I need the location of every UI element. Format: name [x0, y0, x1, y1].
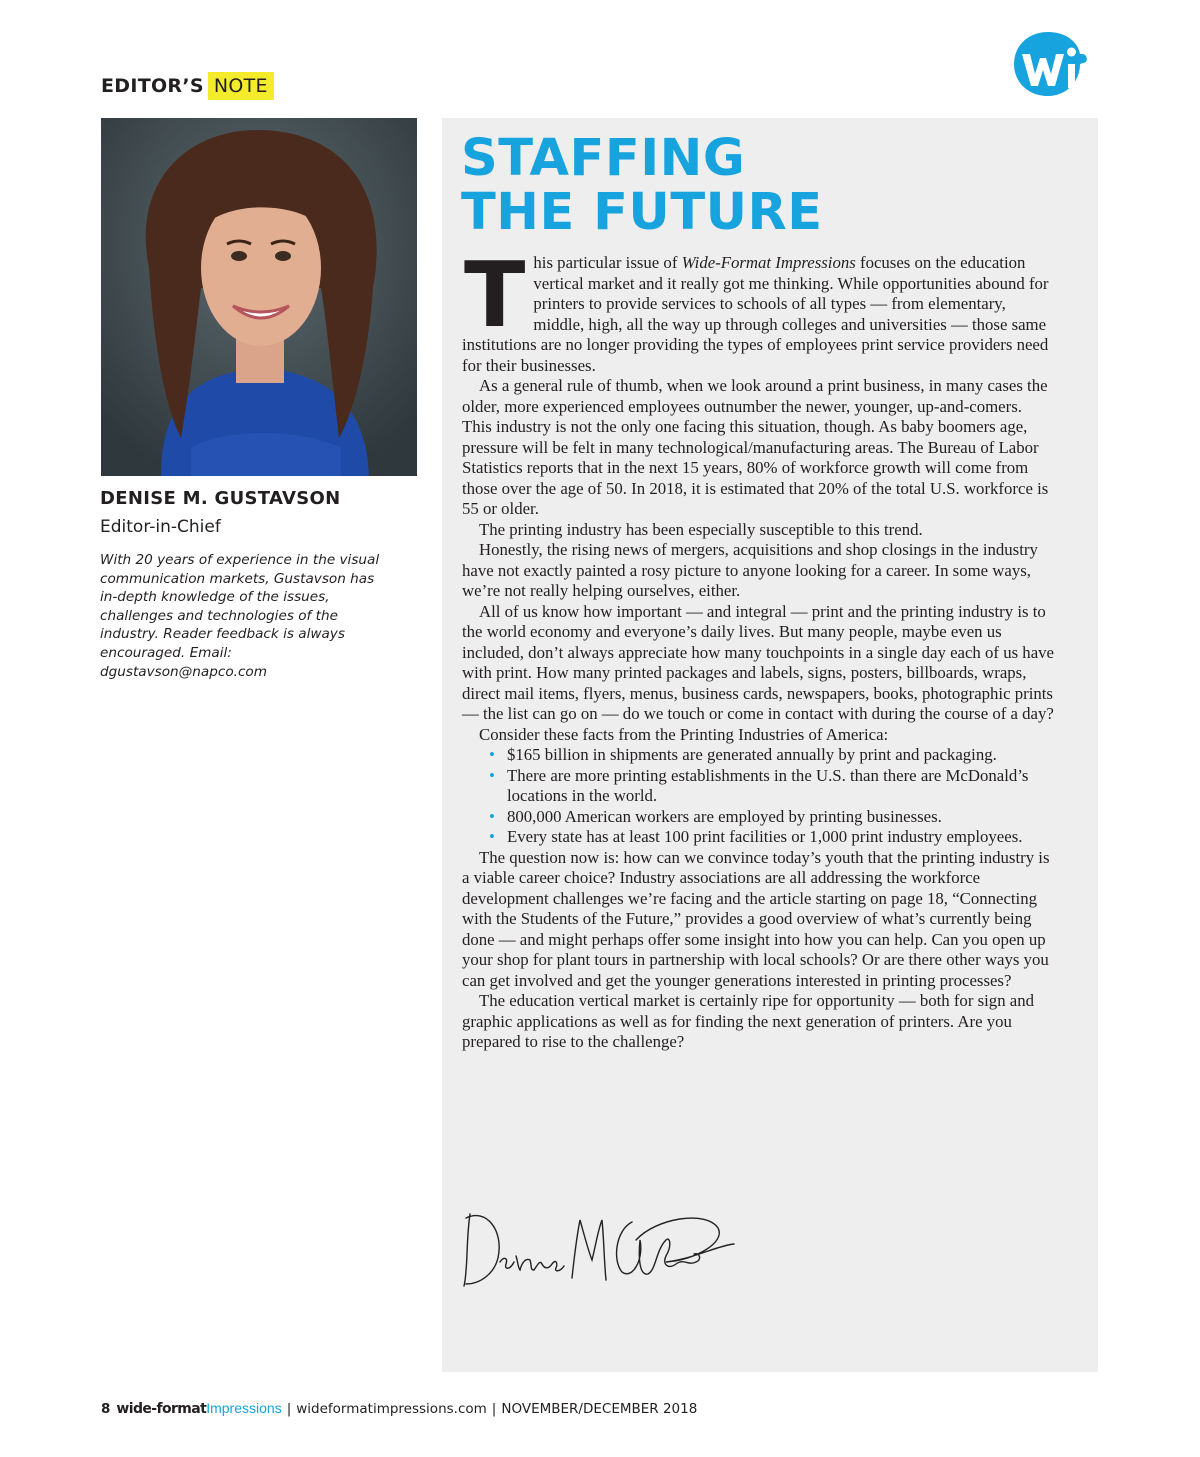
wi-logo-icon	[1008, 28, 1088, 100]
article-paragraph	[462, 243, 1054, 376]
bullet-icon: •	[489, 745, 495, 764]
footer-brand-bold: wide-format	[116, 1401, 207, 1417]
headline-line-2: THE FUTURE	[461, 183, 823, 242]
article-paragraph: As a general rule of thumb, when we look around a print business, in many cases the older, more experienced employees outnumber the newer, younger, up-and-comers. This industry is not the only one facing this situation, though. As baby boomers age, pressure will be felt in many technological/manufacturing areas. The Bureau of Labor Statistics reports that in the next 15 years, 80% of workforce growth will come from those over the age of 50. In 2018, it is estimated that 20% of the total U.S. workforce is 55 or older.	[462, 376, 1049, 518]
section-label-highlight: NOTE	[208, 72, 274, 100]
article-paragraph: The question now is: how can we convince today’s youth that the printing industry is a viable career choice? Industry associations are all addressing the workforce development challenges we’re facing and the article starting on page 18, “Connecting with the Students of the Future,” provides a good overview of what’s currently being done — and might perhaps offer some insight into how you can help. Can you open up your shop for plant tours in partnership with local schools? Or are there other ways you can get involved and get the younger generations interested in printing processes?	[462, 847, 1050, 990]
bullet-icon: •	[489, 827, 495, 846]
author-role: Editor-in-Chief	[100, 517, 221, 537]
fact-text: There are more printing establishments in the U.S. than there are McDonald’s locations in the world.	[507, 765, 1029, 805]
article-paragraph: The education vertical market is certainly ripe for opportunity — both for sign and graphic applications as well as for finding the next generation of printers. Are you prepared to rise to the challenge?	[462, 991, 1035, 1051]
list-item	[489, 806, 1054, 828]
footer-website: wideformatimpressions.com	[296, 1401, 487, 1417]
headline-line-1: STAFFING	[461, 129, 746, 188]
author-bio: With 20 years of experience in the visual communication markets, Gustavson has in-depth knowledge of the issues, challenges and technologies of the industry. Reader feedback is always encouraged. Email: dgustavson@napco.com	[100, 552, 380, 680]
author-photo	[101, 118, 417, 476]
bullet-icon: •	[489, 765, 495, 785]
fact-text: 800,000 American workers are employed by printing businesses.	[507, 806, 942, 826]
list-item	[489, 745, 1054, 766]
fact-text: Every state has at least 100 print facilities or 1,000 print industry employees.	[507, 827, 1023, 846]
paragraph-text: focuses on the education vertical market and it really got me thinking. While opportunities abound for printers to provide services to schools of all types — from elementary, middle, high, all the way up through colleges and universities — those same institutions are no longer providing the types of employees print service providers need for their businesses.	[462, 253, 1049, 375]
fact-text: $165 billion in shipments are generated annually by print and packaging.	[507, 745, 997, 764]
section-label-bold: EDITOR’S	[101, 75, 204, 97]
drop-cap: T	[464, 243, 526, 348]
footer-brand-light: Impressions	[206, 1400, 282, 1416]
facts-list	[462, 745, 1054, 848]
footer-separator: |	[491, 1401, 497, 1417]
article-paragraph: Honestly, the rising news of mergers, acquisitions and shop closings in the industry have not exactly painted a rosy picture to anyone looking for a career. In some ways, we’re not really helping ourselves, either.	[462, 540, 1038, 600]
list-item	[489, 827, 1054, 848]
author-name: DENISE M. GUSTAVSON	[100, 488, 341, 509]
page-footer	[101, 1400, 702, 1417]
page-number: 8	[101, 1401, 111, 1417]
article-paragraph: The printing industry has been especially susceptible to this trend.	[479, 519, 923, 539]
publication-title: Wide-Format Impressions	[681, 253, 856, 272]
section-label	[101, 72, 274, 100]
footer-separator: |	[286, 1401, 292, 1417]
list-item	[489, 765, 1054, 807]
article-paragraph: All of us know how important — and integral — print and the printing industry is to the world economy and everyone’s daily lives. But many people, maybe even us included, don’t always appreciate how many touchpoints in a single day each of us have with print. How many printed packages and labels, signs, posters, billboards, wraps, direct mail items, flyers, menus, business cards, newspapers, books, photographic prints — the list can go on — do we touch or come in contact with during the course of a day?	[462, 601, 1054, 723]
signature-icon	[456, 1200, 746, 1300]
paragraph-text: his particular issue of	[533, 253, 682, 272]
footer-issue-date: NOVEMBER/DECEMBER 2018	[501, 1401, 698, 1417]
bullet-icon: •	[489, 806, 495, 826]
article-body	[462, 243, 1054, 1053]
article-paragraph: Consider these facts from the Printing Industries of America:	[479, 724, 889, 744]
article-headline	[461, 129, 823, 242]
